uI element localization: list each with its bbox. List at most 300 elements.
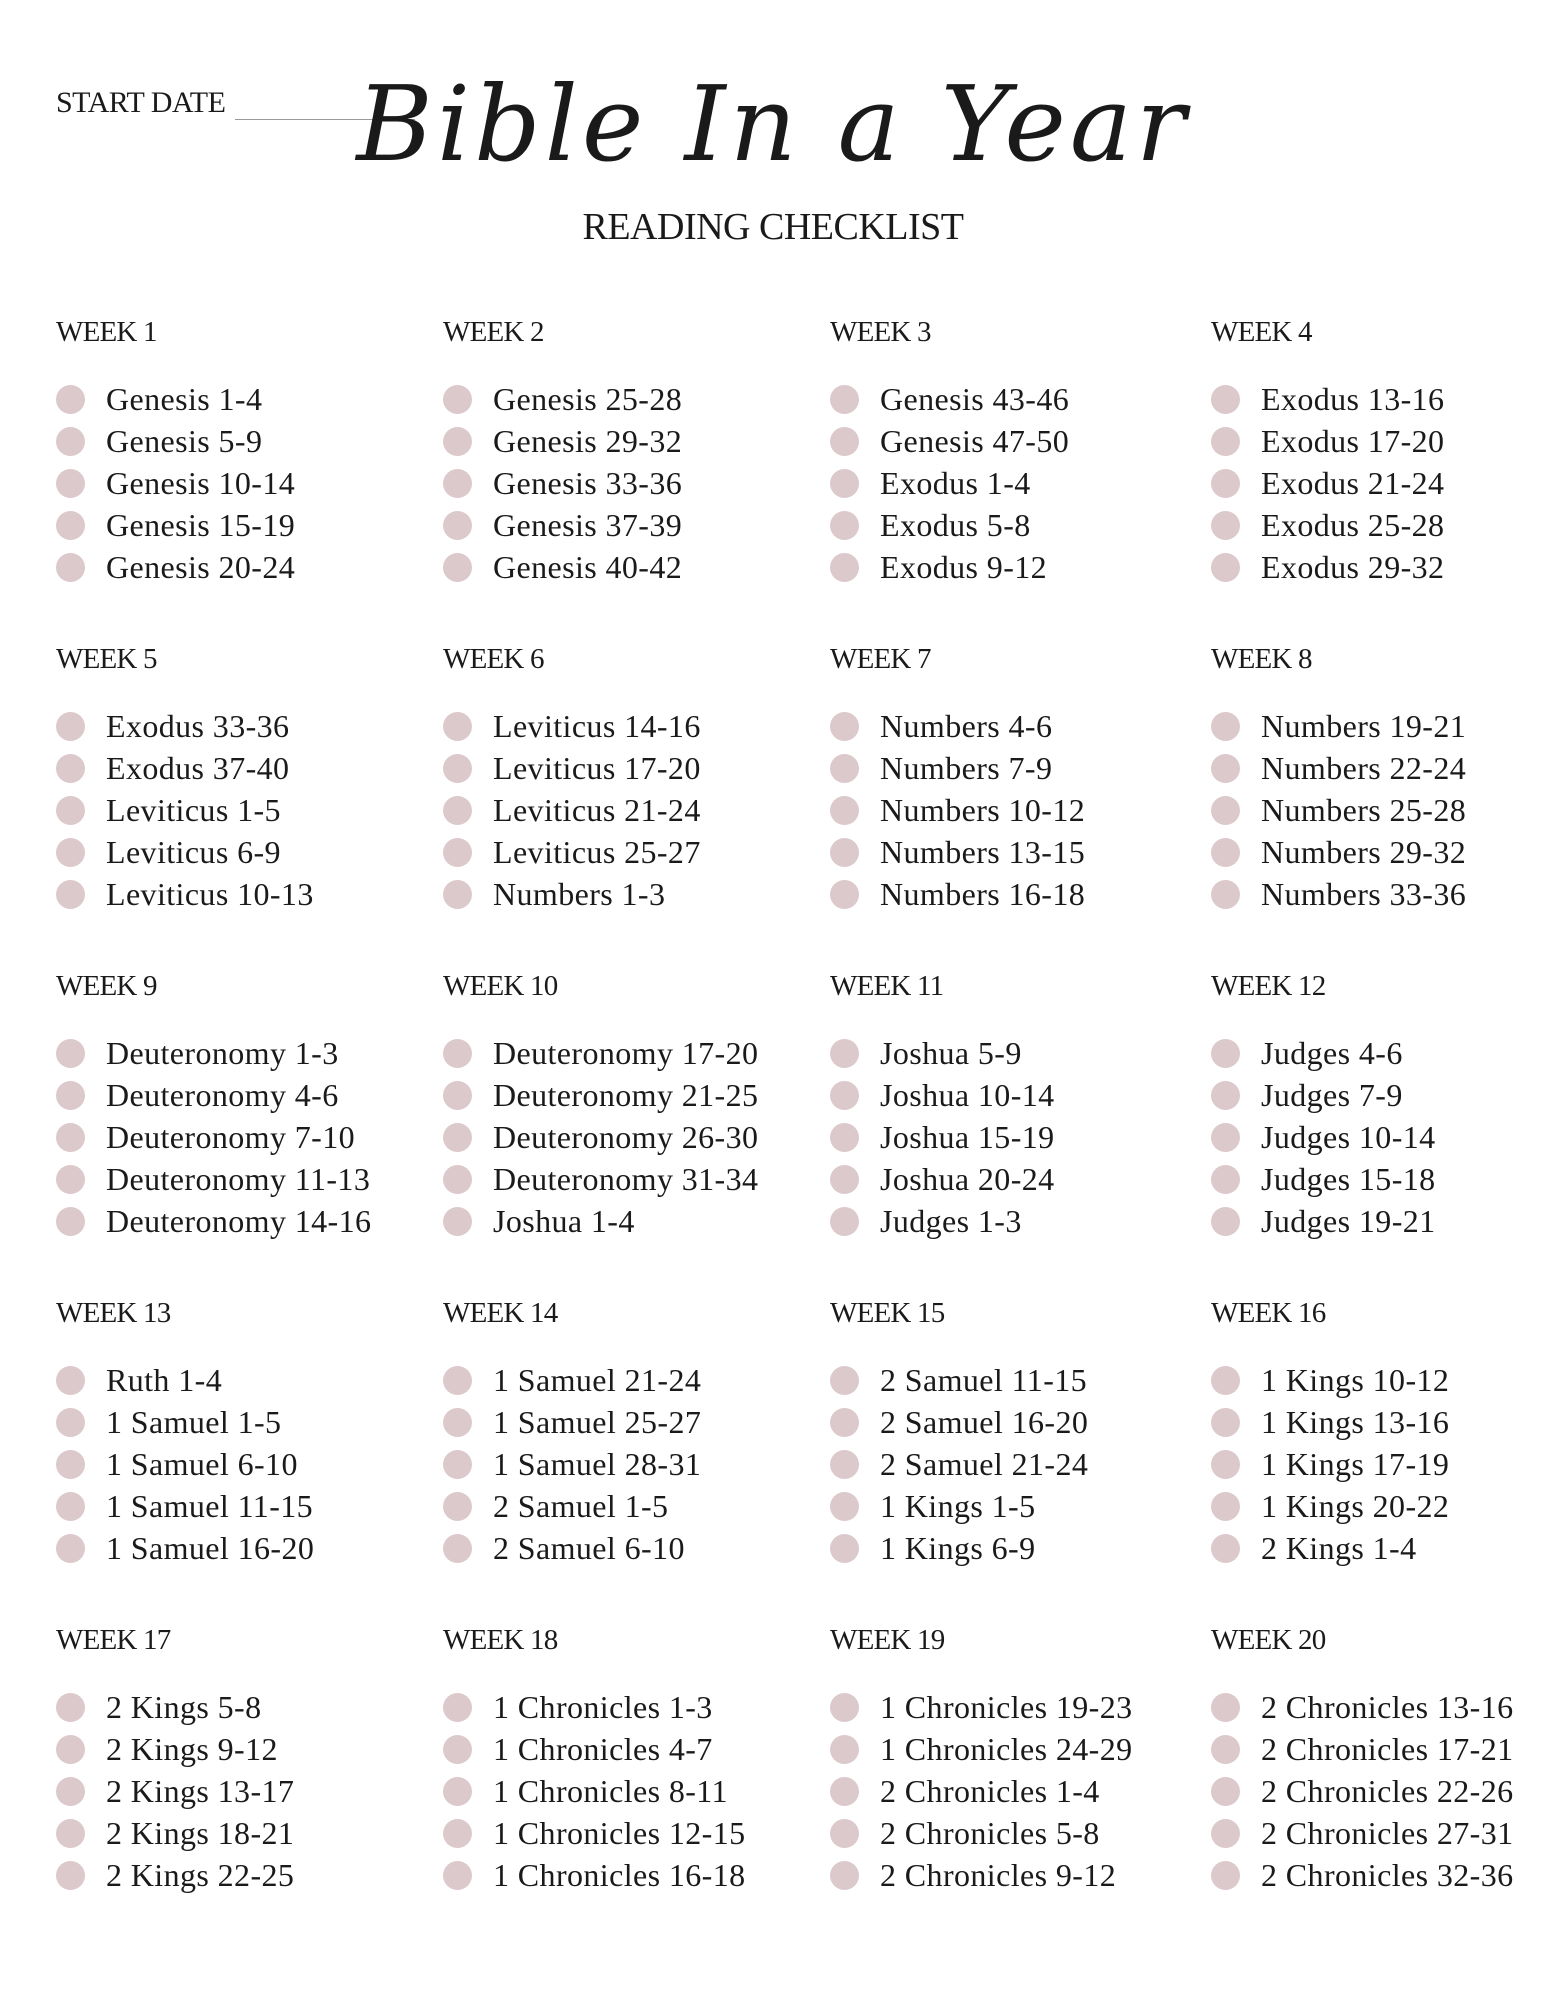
reading-item[interactable] [443, 831, 830, 873]
reading-item[interactable] [830, 705, 1211, 747]
reading-item[interactable] [830, 420, 1211, 462]
reading-item[interactable] [1211, 1401, 1546, 1443]
week-block [830, 964, 1211, 1291]
reading-item[interactable] [443, 1854, 830, 1896]
reading-checkbox[interactable] [1211, 1408, 1240, 1437]
reading-item[interactable] [56, 1527, 443, 1569]
reading-label: Genesis 15-19 [106, 506, 296, 543]
reading-label: Genesis 47-50 [880, 422, 1070, 459]
week-title: WEEK 18 [443, 1624, 558, 1656]
page-title: Bible In a Year [356, 63, 1190, 185]
reading-checkbox[interactable] [1211, 553, 1240, 582]
reading-item[interactable] [830, 1074, 1211, 1116]
week-title: WEEK 3 [830, 316, 931, 348]
reading-checkbox[interactable] [443, 1123, 472, 1152]
reading-item[interactable] [1211, 546, 1546, 588]
reading-item[interactable] [56, 546, 443, 588]
week-block [56, 637, 443, 964]
reading-item[interactable] [443, 1074, 830, 1116]
reading-checkbox[interactable] [443, 427, 472, 456]
reading-label: 2 Chronicles 5-8 [880, 1814, 1100, 1851]
week-title: WEEK 20 [1211, 1624, 1326, 1656]
reading-label: Numbers 29-32 [1261, 833, 1467, 870]
reading-checkbox[interactable] [443, 1693, 472, 1722]
reading-label: Genesis 37-39 [493, 506, 683, 543]
week-block [1211, 1618, 1546, 1945]
reading-checkbox[interactable] [443, 469, 472, 498]
reading-item[interactable] [1211, 1770, 1546, 1812]
week-block [830, 637, 1211, 964]
reading-checkbox[interactable] [56, 427, 85, 456]
reading-label: Numbers 7-9 [880, 749, 1053, 786]
reading-checkbox[interactable] [830, 1777, 859, 1806]
reading-checkbox[interactable] [830, 1123, 859, 1152]
reading-item[interactable] [56, 831, 443, 873]
reading-item[interactable] [1211, 1854, 1546, 1896]
reading-label: Exodus 37-40 [106, 749, 290, 786]
reading-item[interactable] [443, 1401, 830, 1443]
reading-item[interactable] [830, 1812, 1211, 1854]
reading-checkbox[interactable] [830, 1534, 859, 1563]
reading-item[interactable] [56, 1812, 443, 1854]
reading-checkbox[interactable] [443, 1735, 472, 1764]
reading-item[interactable] [830, 1443, 1211, 1485]
reading-checkbox[interactable] [1211, 1366, 1240, 1395]
reading-item[interactable] [830, 1686, 1211, 1728]
reading-item[interactable] [1211, 378, 1546, 420]
reading-label: 1 Samuel 6-10 [106, 1445, 298, 1482]
reading-checkbox[interactable] [830, 511, 859, 540]
reading-label: Joshua 10-14 [880, 1076, 1055, 1113]
reading-checkbox[interactable] [830, 754, 859, 783]
reading-item[interactable] [56, 705, 443, 747]
week-title: WEEK 17 [56, 1624, 171, 1656]
reading-label: 1 Chronicles 19-23 [880, 1688, 1133, 1725]
reading-item[interactable] [1211, 1527, 1546, 1569]
reading-item[interactable] [56, 1728, 443, 1770]
reading-checkbox[interactable] [443, 754, 472, 783]
reading-checkbox[interactable] [830, 1081, 859, 1110]
reading-checkbox[interactable] [443, 553, 472, 582]
week-title: WEEK 6 [443, 643, 544, 675]
reading-checkbox[interactable] [830, 1450, 859, 1479]
week-block [443, 310, 830, 637]
reading-checkbox[interactable] [56, 1123, 85, 1152]
week-block [830, 310, 1211, 637]
reading-checkbox[interactable] [443, 1777, 472, 1806]
reading-label: 2 Chronicles 32-36 [1261, 1856, 1514, 1893]
reading-item[interactable] [56, 747, 443, 789]
reading-checkbox[interactable] [443, 796, 472, 825]
reading-item[interactable] [830, 1485, 1211, 1527]
reading-label: Leviticus 10-13 [106, 875, 314, 912]
reading-item[interactable] [443, 747, 830, 789]
reading-item[interactable] [443, 1200, 830, 1242]
reading-item[interactable] [830, 1158, 1211, 1200]
reading-label: Deuteronomy 31-34 [493, 1160, 759, 1197]
reading-checkbox[interactable] [830, 469, 859, 498]
reading-label: 1 Samuel 11-15 [106, 1487, 314, 1524]
reading-label: Ruth 1-4 [106, 1361, 223, 1398]
reading-item[interactable] [443, 789, 830, 831]
week-block [1211, 1291, 1546, 1618]
reading-label: 1 Chronicles 12-15 [493, 1814, 746, 1851]
reading-item[interactable] [443, 546, 830, 588]
reading-checkbox[interactable] [1211, 511, 1240, 540]
reading-item[interactable] [1211, 1200, 1546, 1242]
reading-item[interactable] [443, 462, 830, 504]
reading-checkbox[interactable] [1211, 838, 1240, 867]
reading-checkbox[interactable] [1211, 1693, 1240, 1722]
week-title: WEEK 15 [830, 1297, 945, 1329]
reading-item[interactable] [443, 705, 830, 747]
reading-label: Genesis 40-42 [493, 548, 683, 585]
reading-label: Exodus 29-32 [1261, 548, 1445, 585]
week-title: WEEK 16 [1211, 1297, 1326, 1329]
reading-checkbox[interactable] [443, 712, 472, 741]
reading-label: 2 Chronicles 9-12 [880, 1856, 1117, 1893]
start-date-label: START DATE [56, 86, 226, 119]
week-block [1211, 637, 1546, 964]
reading-label: Leviticus 14-16 [493, 707, 701, 744]
week-title: WEEK 7 [830, 643, 931, 675]
reading-checkbox[interactable] [1211, 880, 1240, 909]
reading-checkbox[interactable] [830, 1207, 859, 1236]
week-title: WEEK 10 [443, 970, 558, 1002]
reading-item[interactable] [1211, 873, 1546, 915]
reading-checkbox[interactable] [830, 712, 859, 741]
reading-label: 2 Kings 18-21 [106, 1814, 295, 1851]
reading-item[interactable] [443, 1443, 830, 1485]
reading-item[interactable] [1211, 831, 1546, 873]
reading-label: 1 Samuel 21-24 [493, 1361, 702, 1398]
week-title: WEEK 9 [56, 970, 157, 1002]
week-title: WEEK 19 [830, 1624, 945, 1656]
reading-item[interactable] [443, 1812, 830, 1854]
reading-item[interactable] [443, 1686, 830, 1728]
reading-checkbox[interactable] [830, 385, 859, 414]
reading-label: Joshua 5-9 [880, 1034, 1022, 1071]
reading-label: Deuteronomy 4-6 [106, 1076, 339, 1113]
reading-checkbox[interactable] [1211, 1039, 1240, 1068]
reading-checkbox[interactable] [1211, 796, 1240, 825]
reading-item[interactable] [830, 873, 1211, 915]
reading-item[interactable] [56, 873, 443, 915]
reading-checkbox[interactable] [56, 1081, 85, 1110]
reading-item[interactable] [1211, 1074, 1546, 1116]
reading-checkbox[interactable] [443, 1165, 472, 1194]
reading-item[interactable] [830, 462, 1211, 504]
reading-checkbox[interactable] [443, 838, 472, 867]
reading-checkbox[interactable] [443, 1450, 472, 1479]
reading-checkbox[interactable] [1211, 427, 1240, 456]
reading-label: 2 Samuel 16-20 [880, 1403, 1089, 1440]
reading-checkbox[interactable] [443, 1861, 472, 1890]
reading-item[interactable] [443, 420, 830, 462]
reading-checkbox[interactable] [443, 1207, 472, 1236]
reading-checkbox[interactable] [830, 796, 859, 825]
reading-item[interactable] [56, 1401, 443, 1443]
reading-label: 1 Chronicles 16-18 [493, 1856, 746, 1893]
reading-item[interactable] [1211, 504, 1546, 546]
reading-item[interactable] [830, 1728, 1211, 1770]
reading-checkbox[interactable] [56, 838, 85, 867]
reading-item[interactable] [830, 831, 1211, 873]
week-title: WEEK 2 [443, 316, 544, 348]
week-block [56, 964, 443, 1291]
reading-item[interactable] [56, 1359, 443, 1401]
reading-item[interactable] [1211, 1158, 1546, 1200]
reading-item[interactable] [443, 378, 830, 420]
week-block [830, 1291, 1211, 1618]
week-title: WEEK 14 [443, 1297, 558, 1329]
reading-checkbox[interactable] [1211, 712, 1240, 741]
week-title: WEEK 13 [56, 1297, 171, 1329]
reading-label: 2 Chronicles 1-4 [880, 1772, 1100, 1809]
reading-label: 1 Kings 1-5 [880, 1487, 1036, 1524]
reading-label: Numbers 16-18 [880, 875, 1086, 912]
week-block [56, 1291, 443, 1618]
reading-item[interactable] [1211, 1812, 1546, 1854]
reading-item[interactable] [56, 1158, 443, 1200]
reading-checkbox[interactable] [56, 880, 85, 909]
reading-checkbox[interactable] [1211, 1534, 1240, 1563]
reading-checkbox[interactable] [1211, 469, 1240, 498]
reading-checkbox[interactable] [1211, 1735, 1240, 1764]
reading-checkbox[interactable] [56, 553, 85, 582]
reading-checkbox[interactable] [830, 1861, 859, 1890]
reading-item[interactable] [56, 1485, 443, 1527]
reading-checkbox[interactable] [1211, 1492, 1240, 1521]
reading-item[interactable] [56, 1443, 443, 1485]
reading-checkbox[interactable] [1211, 1450, 1240, 1479]
reading-label: 2 Kings 5-8 [106, 1688, 262, 1725]
reading-item[interactable] [443, 1527, 830, 1569]
reading-item[interactable] [1211, 1728, 1546, 1770]
reading-label: Judges 7-9 [1261, 1076, 1403, 1113]
reading-label: Numbers 10-12 [880, 791, 1086, 828]
reading-item[interactable] [830, 1770, 1211, 1812]
reading-label: Judges 15-18 [1261, 1160, 1436, 1197]
reading-item[interactable] [1211, 420, 1546, 462]
reading-checkbox[interactable] [56, 1207, 85, 1236]
reading-label: Genesis 10-14 [106, 464, 296, 501]
reading-item[interactable] [1211, 1443, 1546, 1485]
reading-label: Numbers 4-6 [880, 707, 1053, 744]
reading-label: Numbers 25-28 [1261, 791, 1467, 828]
week-title: WEEK 5 [56, 643, 157, 675]
reading-label: 2 Kings 22-25 [106, 1856, 295, 1893]
reading-checkbox[interactable] [56, 1693, 85, 1722]
week-block [56, 1618, 443, 1945]
reading-label: Deuteronomy 21-25 [493, 1076, 759, 1113]
reading-checkbox[interactable] [1211, 1777, 1240, 1806]
reading-item[interactable] [443, 1485, 830, 1527]
reading-checkbox[interactable] [443, 385, 472, 414]
week-block [56, 310, 443, 637]
reading-label: 2 Chronicles 13-16 [1261, 1688, 1514, 1725]
reading-item[interactable] [1211, 1032, 1546, 1074]
reading-label: Numbers 22-24 [1261, 749, 1467, 786]
reading-label: Genesis 1-4 [106, 380, 263, 417]
reading-checkbox[interactable] [56, 1039, 85, 1068]
reading-label: 1 Samuel 16-20 [106, 1529, 315, 1566]
reading-item[interactable] [830, 747, 1211, 789]
week-block [443, 1618, 830, 1945]
reading-checkbox[interactable] [1211, 1123, 1240, 1152]
reading-checkbox[interactable] [56, 1450, 85, 1479]
reading-checkbox[interactable] [830, 553, 859, 582]
reading-item[interactable] [56, 378, 443, 420]
week-title: WEEK 8 [1211, 643, 1312, 675]
reading-checkbox[interactable] [830, 1366, 859, 1395]
reading-checkbox[interactable] [443, 1039, 472, 1068]
reading-item[interactable] [443, 1770, 830, 1812]
reading-item[interactable] [1211, 705, 1546, 747]
reading-checkbox[interactable] [56, 469, 85, 498]
reading-label: 2 Samuel 1-5 [493, 1487, 669, 1524]
reading-item[interactable] [830, 1854, 1211, 1896]
reading-checkbox[interactable] [56, 385, 85, 414]
reading-label: Deuteronomy 26-30 [493, 1118, 759, 1155]
reading-label: 2 Chronicles 27-31 [1261, 1814, 1514, 1851]
reading-checkbox[interactable] [443, 1534, 472, 1563]
reading-item[interactable] [56, 1074, 443, 1116]
reading-item[interactable] [443, 873, 830, 915]
reading-checkbox[interactable] [830, 1693, 859, 1722]
reading-item[interactable] [830, 546, 1211, 588]
week-title: WEEK 4 [1211, 316, 1312, 348]
reading-checkbox[interactable] [830, 880, 859, 909]
reading-checkbox[interactable] [830, 838, 859, 867]
reading-item[interactable] [1211, 1116, 1546, 1158]
reading-item[interactable] [1211, 1686, 1546, 1728]
reading-item[interactable] [56, 462, 443, 504]
reading-checkbox[interactable] [443, 1492, 472, 1521]
reading-checkbox[interactable] [1211, 754, 1240, 783]
reading-checkbox[interactable] [56, 1861, 85, 1890]
reading-checkbox[interactable] [443, 511, 472, 540]
reading-checkbox[interactable] [830, 427, 859, 456]
reading-label: 1 Chronicles 8-11 [493, 1772, 728, 1809]
reading-item[interactable] [1211, 462, 1546, 504]
reading-checkbox[interactable] [56, 1165, 85, 1194]
reading-checkbox[interactable] [56, 1534, 85, 1563]
reading-item[interactable] [443, 1032, 830, 1074]
reading-item[interactable] [443, 504, 830, 546]
reading-label: Genesis 20-24 [106, 548, 296, 585]
reading-label: Genesis 5-9 [106, 422, 263, 459]
reading-checkbox[interactable] [443, 1366, 472, 1395]
reading-item[interactable] [443, 1158, 830, 1200]
reading-item[interactable] [1211, 789, 1546, 831]
week-block [443, 637, 830, 964]
reading-item[interactable] [56, 1032, 443, 1074]
reading-label: Judges 19-21 [1261, 1202, 1436, 1239]
reading-label: 2 Samuel 6-10 [493, 1529, 685, 1566]
reading-checkbox[interactable] [1211, 1207, 1240, 1236]
reading-checkbox[interactable] [1211, 385, 1240, 414]
reading-checkbox[interactable] [443, 1081, 472, 1110]
reading-item[interactable] [830, 1527, 1211, 1569]
reading-checkbox[interactable] [830, 1819, 859, 1848]
reading-item[interactable] [1211, 1485, 1546, 1527]
reading-checkbox[interactable] [56, 712, 85, 741]
reading-checkbox[interactable] [56, 754, 85, 783]
reading-item[interactable] [830, 1032, 1211, 1074]
reading-item[interactable] [56, 1854, 443, 1896]
reading-checkbox[interactable] [56, 1735, 85, 1764]
reading-label: Genesis 29-32 [493, 422, 683, 459]
reading-item[interactable] [56, 789, 443, 831]
reading-checkbox[interactable] [443, 880, 472, 909]
reading-label: 2 Samuel 21-24 [880, 1445, 1089, 1482]
reading-label: 2 Kings 9-12 [106, 1730, 278, 1767]
reading-label: 1 Kings 6-9 [880, 1529, 1036, 1566]
reading-checkbox[interactable] [56, 1819, 85, 1848]
reading-checkbox[interactable] [830, 1492, 859, 1521]
reading-item[interactable] [56, 1200, 443, 1242]
reading-checkbox[interactable] [830, 1039, 859, 1068]
reading-label: Numbers 19-21 [1261, 707, 1467, 744]
reading-label: 2 Kings 13-17 [106, 1772, 295, 1809]
reading-label: 1 Chronicles 4-7 [493, 1730, 713, 1767]
reading-item[interactable] [830, 1359, 1211, 1401]
reading-checkbox[interactable] [56, 1492, 85, 1521]
reading-checkbox[interactable] [56, 796, 85, 825]
week-title: WEEK 11 [830, 970, 944, 1002]
reading-item[interactable] [443, 1359, 830, 1401]
reading-item[interactable] [56, 420, 443, 462]
reading-checkbox[interactable] [56, 1777, 85, 1806]
reading-label: 2 Kings 1-4 [1261, 1529, 1417, 1566]
reading-item[interactable] [830, 789, 1211, 831]
reading-item[interactable] [56, 1770, 443, 1812]
reading-item[interactable] [830, 378, 1211, 420]
reading-item[interactable] [830, 504, 1211, 546]
reading-checkbox[interactable] [830, 1735, 859, 1764]
reading-item[interactable] [56, 1116, 443, 1158]
reading-checkbox[interactable] [1211, 1819, 1240, 1848]
reading-checkbox[interactable] [56, 1366, 85, 1395]
reading-checkbox[interactable] [443, 1819, 472, 1848]
reading-label: Exodus 9-12 [880, 548, 1048, 585]
reading-item[interactable] [830, 1116, 1211, 1158]
reading-item[interactable] [830, 1401, 1211, 1443]
reading-checkbox[interactable] [830, 1408, 859, 1437]
reading-item[interactable] [443, 1116, 830, 1158]
reading-checkbox[interactable] [56, 511, 85, 540]
reading-item[interactable] [830, 1200, 1211, 1242]
week-block [443, 1291, 830, 1618]
reading-item[interactable] [1211, 1359, 1546, 1401]
reading-checkbox[interactable] [1211, 1081, 1240, 1110]
reading-checkbox[interactable] [830, 1165, 859, 1194]
reading-label: Numbers 1-3 [493, 875, 666, 912]
reading-checkbox[interactable] [56, 1408, 85, 1437]
reading-item[interactable] [443, 1728, 830, 1770]
reading-item[interactable] [56, 1686, 443, 1728]
page-subtitle: READING CHECKLIST [582, 206, 964, 248]
reading-checkbox[interactable] [1211, 1165, 1240, 1194]
reading-checkbox[interactable] [443, 1408, 472, 1437]
reading-checkbox[interactable] [1211, 1861, 1240, 1890]
reading-item[interactable] [1211, 747, 1546, 789]
reading-item[interactable] [56, 504, 443, 546]
reading-label: Numbers 33-36 [1261, 875, 1467, 912]
reading-label: Genesis 25-28 [493, 380, 683, 417]
reading-label: 1 Kings 20-22 [1261, 1487, 1450, 1524]
